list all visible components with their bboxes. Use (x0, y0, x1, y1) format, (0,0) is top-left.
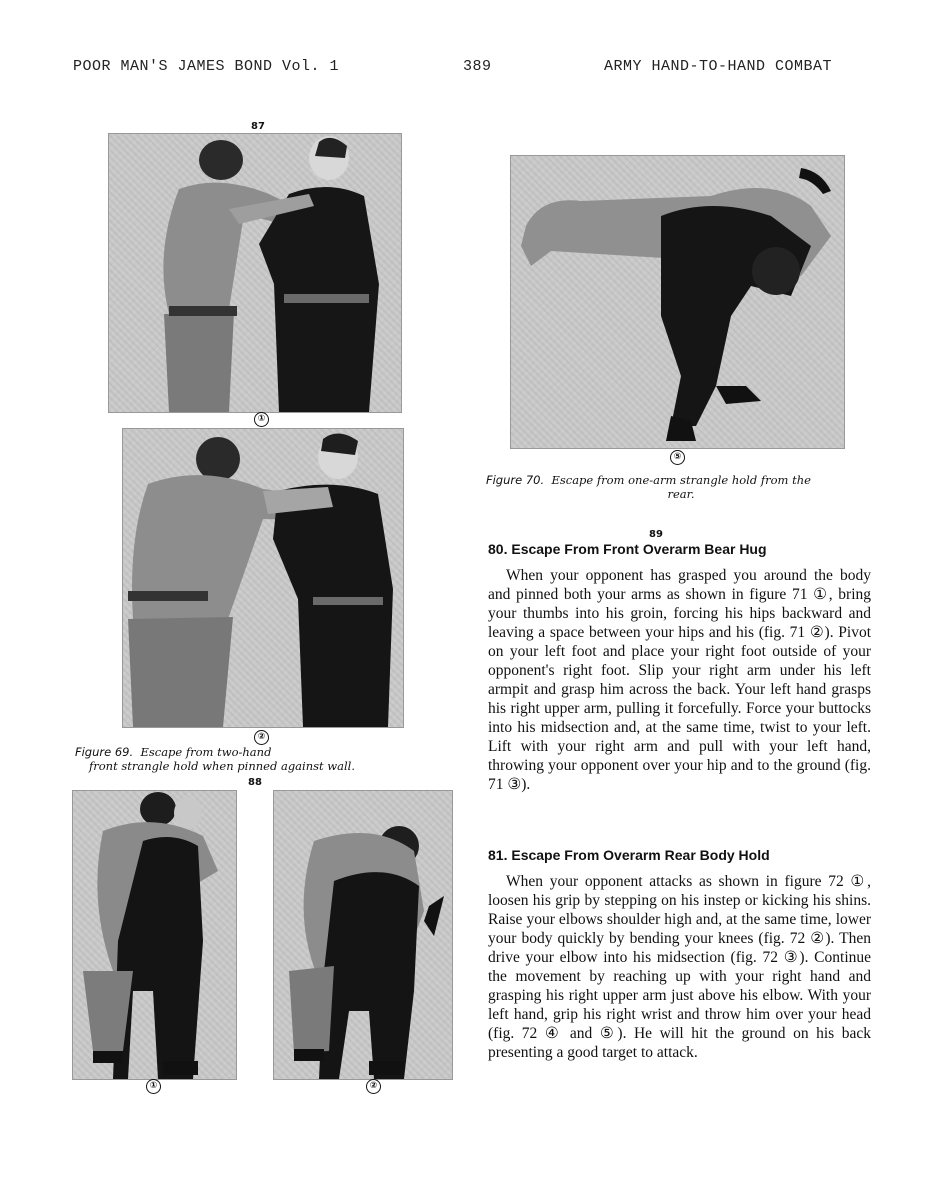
figure-70-label: Figure 70. (486, 473, 545, 487)
section-81-body (488, 872, 871, 1062)
section-81-paragraph: When your opponent attacks as shown in figure 72 ①, loosen his grip by stepping on his instep or kicking his shins. Raise your elbows shoulder high and, at the same time, lower your body quickly by bending your knees (fig. 72 ②). Then drive your elbow into his midsection (fig. 72 ③). Continue the movement by reaching up with your right hand and grasping his right upper arm just above his elbow. With your left hand, grip his right wrist and throw him over your head (fig. 72 ④ and ⑤). He will hit the ground on his back presenting a good target to attack. (488, 873, 871, 1061)
figure-71-marker-2: ② (366, 1079, 381, 1094)
section-81-title: 81. Escape From Overarm Rear Body Hold (488, 847, 770, 863)
plate-number-88: 88 (248, 777, 262, 788)
figure-69-caption (75, 745, 405, 773)
plate-number-89: 89 (649, 529, 663, 540)
figure-71-photo-2 (273, 790, 453, 1080)
section-80-paragraph: When your opponent has grasped you around the body and pinned both your arms as shown in figure 71 ①, bring your thumbs into his groin, forcing his hips backward and leaving a space between your hips and his (fig. 71 ②). Pivot on your left foot and place your right foot outside of your opponent's right foot. Slip your right arm under his left armpit and grasp him across the back. Your left hand grasps his right upper arm, pulling it forcefully. Force your buttocks into his midsection and, at the same time, twist to your left. Lift with your right arm and pull with your left hand, throwing your opponent over your hip and to the ground (fig. 71 ③). (488, 567, 871, 793)
plate-number-87: 87 (251, 121, 265, 132)
figure-71-photo-1 (72, 790, 237, 1080)
section-80-title: 80. Escape From Front Overarm Bear Hug (488, 541, 767, 557)
figure-70-caption-line1: Escape from one-arm strangle hold from the (551, 473, 811, 487)
figure-69-caption-line2: front strangle hold when pinned against wall. (89, 759, 356, 773)
figure-69-marker-1: ① (254, 412, 269, 427)
figure-71-marker-1: ① (146, 1079, 161, 1094)
figure-69-marker-2: ② (254, 730, 269, 745)
page-number: 389 (463, 58, 492, 75)
figure-69-photo-1 (108, 133, 402, 413)
figure-69-photo-2 (122, 428, 404, 728)
figure-69-label: Figure 69. (75, 745, 134, 759)
running-header-left: POOR MAN'S JAMES BOND Vol. 1 (73, 58, 340, 75)
figure-70-caption-line2: rear. (667, 487, 695, 501)
running-header-right: ARMY HAND-TO-HAND COMBAT (604, 58, 833, 75)
figure-70-photo (510, 155, 845, 449)
figure-70-marker-5: ⑤ (670, 450, 685, 465)
section-80-body (488, 566, 871, 794)
figure-69-caption-line1: Escape from two-hand (140, 745, 272, 759)
figure-70-caption (486, 473, 876, 501)
